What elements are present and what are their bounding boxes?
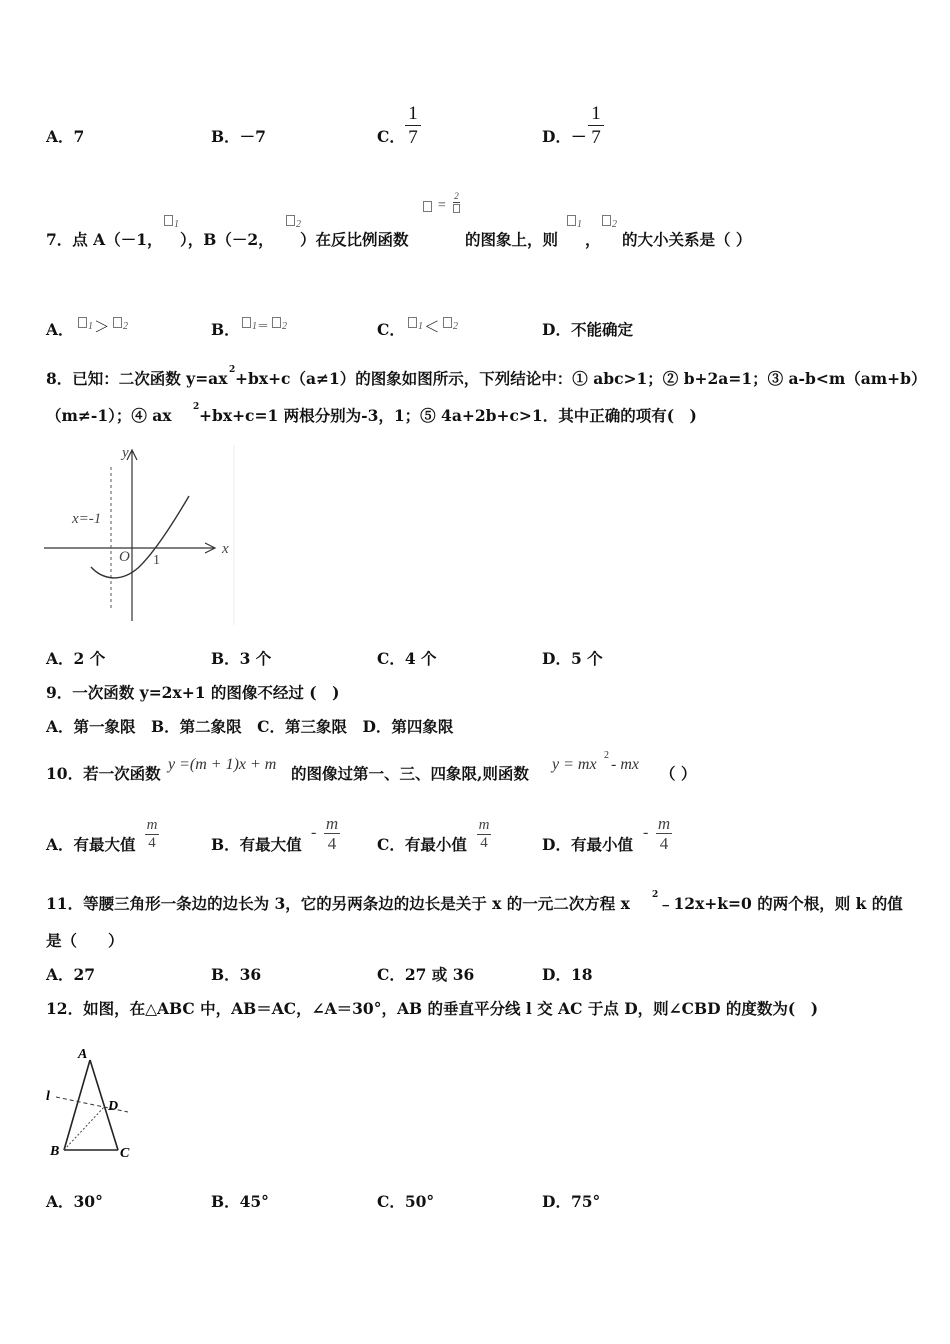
y1-subscript: 1 bbox=[252, 321, 257, 332]
y1-placeholder-icon bbox=[164, 215, 173, 226]
q8-line2-a: （m≠-1）；④ ax bbox=[46, 406, 172, 425]
fraction-denominator: 7 bbox=[408, 127, 418, 148]
q12-option-a[interactable]: A．30° bbox=[46, 1192, 103, 1211]
root-label: 1 bbox=[153, 553, 160, 568]
q9-stem: 9．一次函数 y=2x+1 的图像不经过 ( ) bbox=[46, 683, 340, 702]
parabola-graph bbox=[42, 445, 238, 627]
q11-line1-b: ﹣12x+k=0 的两个根，则 k 的值 bbox=[658, 894, 903, 913]
fraction-numerator: m bbox=[657, 814, 671, 833]
quadratic-function-part2: - mx bbox=[611, 756, 639, 773]
relation-symbol: ＞ bbox=[94, 318, 110, 336]
q6-option-c-fraction bbox=[405, 104, 421, 147]
y1-placeholder-icon bbox=[567, 215, 576, 226]
q10-mid: 的图像过第一、三、四象限,则函数 bbox=[291, 764, 529, 783]
q12-option-c[interactable]: C．50° bbox=[377, 1192, 435, 1211]
q8-option-b[interactable]: B．3 个 bbox=[211, 649, 272, 668]
q7-mid4: ， bbox=[585, 230, 601, 249]
y1-placeholder-icon bbox=[242, 317, 251, 328]
point-d-label: D bbox=[108, 1099, 119, 1114]
y2-placeholder-icon bbox=[602, 215, 611, 226]
q11-line2: 是（ ） bbox=[46, 931, 124, 950]
y2-placeholder-icon bbox=[272, 317, 281, 328]
m-over-4-fraction bbox=[656, 815, 672, 852]
triangle-figure bbox=[42, 1042, 142, 1164]
q7-mid2: ）在反比例函数 bbox=[300, 230, 409, 249]
y2-placeholder-icon bbox=[286, 215, 295, 226]
y1-subscript: 1 bbox=[88, 321, 93, 332]
m-over-4-fraction bbox=[145, 818, 159, 851]
q6-option-a[interactable]: A．7 bbox=[46, 127, 85, 146]
q11-option-b[interactable]: B．36 bbox=[211, 965, 262, 984]
superscript-2: 2 bbox=[604, 750, 609, 761]
q7-option-c[interactable]: C． bbox=[377, 320, 405, 339]
fraction-denominator: 4 bbox=[659, 834, 669, 853]
vertex-c-label: C bbox=[120, 1146, 130, 1161]
y1-placeholder-icon bbox=[78, 317, 87, 328]
minus-sign: - bbox=[311, 824, 317, 841]
vertex-a-label: A bbox=[78, 1047, 88, 1062]
y2-subscript: 2 bbox=[123, 321, 128, 332]
fraction-numerator: m bbox=[325, 814, 339, 833]
equals-sign: = bbox=[437, 198, 447, 213]
relation-symbol: ＝ bbox=[257, 319, 270, 333]
fraction-denominator: 4 bbox=[327, 834, 337, 853]
q8-line1-b: +bx+c（a≠1）的图象如图所示，下列结论中：① abc>1；② b+2a=1；③ a-b<m（am+b） bbox=[235, 369, 927, 388]
quadratic-function-part1: y = mx bbox=[552, 756, 597, 773]
q10-option-d[interactable]: D．有最小值 bbox=[542, 835, 633, 854]
line-l-label: l bbox=[46, 1089, 50, 1104]
fraction-denominator: 4 bbox=[480, 835, 488, 851]
y-axis-label: y bbox=[122, 445, 129, 461]
vertex-b-label: B bbox=[50, 1144, 60, 1159]
fraction-denominator: 4 bbox=[148, 835, 156, 851]
y1-subscript: 1 bbox=[174, 219, 179, 230]
q11-option-a[interactable]: A．27 bbox=[46, 965, 96, 984]
minus-sign: - bbox=[643, 824, 649, 841]
q10-option-c[interactable]: C．有最小值 bbox=[377, 835, 467, 854]
q11-option-c[interactable]: C．27 或 36 bbox=[377, 965, 475, 984]
linear-function: y =(m + 1)x + m bbox=[168, 756, 277, 773]
fraction-denominator: 7 bbox=[591, 127, 601, 148]
side-ab bbox=[64, 1060, 90, 1150]
origin-label: O bbox=[119, 549, 130, 565]
q12-option-b[interactable]: B．45° bbox=[211, 1192, 269, 1211]
q8-line2-b: +bx+c=1 两根分别为-3，1；⑤ 4a+2b+c>1．其中正确的项有( ) bbox=[199, 406, 697, 425]
x-axis-label: x bbox=[222, 541, 229, 557]
y-placeholder-icon bbox=[423, 201, 432, 212]
fraction-numerator: m bbox=[146, 817, 158, 833]
q7-option-b[interactable]: B． bbox=[211, 320, 240, 339]
q6-option-c[interactable]: C． bbox=[377, 127, 405, 146]
y2-subscript: 2 bbox=[282, 321, 287, 332]
y2-subscript: 2 bbox=[453, 321, 458, 332]
q7-mid1: ），B（－2， bbox=[180, 230, 274, 249]
superscript-2: 2 bbox=[193, 402, 200, 412]
q7-prefix: 7．点 A（－1， bbox=[46, 230, 163, 249]
y1-subscript: 1 bbox=[577, 219, 582, 230]
m-over-4-fraction bbox=[324, 815, 340, 852]
y1-placeholder-icon bbox=[408, 317, 417, 328]
q7-option-d[interactable]: D．不能确定 bbox=[542, 320, 633, 339]
x-placeholder-icon bbox=[453, 204, 460, 213]
relation-symbol: ＜ bbox=[424, 318, 440, 336]
q7-mid3: 的图象上，则 bbox=[465, 230, 559, 249]
q10-option-a[interactable]: A．有最大值 bbox=[46, 835, 136, 854]
superscript-2: 2 bbox=[652, 890, 659, 900]
q8-option-a[interactable]: A．2 个 bbox=[46, 649, 106, 668]
y2-placeholder-icon bbox=[113, 317, 122, 328]
superscript-2: 2 bbox=[229, 365, 236, 375]
q8-option-c[interactable]: C．4 个 bbox=[377, 649, 437, 668]
q9-options[interactable]: A．第一象限 B．第二象限 C．第三象限 D．第四象限 bbox=[46, 717, 454, 736]
q12-stem: 12．如图，在△ABC 中，AB＝AC，∠A＝30°，AB 的垂直平分线 l 交 AC 于点 D，则∠CBD 的度数为( ) bbox=[46, 999, 819, 1018]
q8-option-d[interactable]: D．5 个 bbox=[542, 649, 603, 668]
q7-suffix: 的大小关系是（ ） bbox=[622, 230, 752, 249]
fraction-numerator: m bbox=[478, 817, 490, 833]
q8-line1-a: 8．已知：二次函数 y=ax bbox=[46, 369, 228, 388]
fraction-numerator: 2 bbox=[454, 191, 459, 201]
y2-placeholder-icon bbox=[443, 317, 452, 328]
q11-option-d[interactable]: D．18 bbox=[542, 965, 593, 984]
fraction-numerator: 1 bbox=[591, 103, 601, 124]
y2-subscript: 2 bbox=[296, 219, 301, 230]
q7-function-fraction bbox=[453, 192, 460, 213]
y2-subscript: 2 bbox=[612, 219, 617, 230]
symmetry-axis-label: x=-1 bbox=[72, 511, 102, 527]
y1-subscript: 1 bbox=[418, 321, 423, 332]
q10-option-b[interactable]: B．有最大值 bbox=[211, 835, 302, 854]
m-over-4-fraction bbox=[477, 818, 491, 851]
q10-suffix: （ ） bbox=[660, 764, 697, 783]
q7-option-a[interactable]: A． bbox=[46, 320, 74, 339]
q12-option-d[interactable]: D．75° bbox=[542, 1192, 601, 1211]
q6-option-d-fraction bbox=[588, 104, 604, 147]
q10-prefix: 10．若一次函数 bbox=[46, 764, 161, 783]
q6-option-d[interactable]: D．－ bbox=[542, 127, 587, 146]
parabola-curve bbox=[91, 496, 189, 578]
q11-line1-a: 11．等腰三角形一条边的边长为 3，它的另两条边的边长是关于 x 的一元二次方程 x bbox=[46, 894, 630, 913]
fraction-numerator: 1 bbox=[408, 103, 418, 124]
q6-option-b[interactable]: B．－7 bbox=[211, 127, 266, 146]
